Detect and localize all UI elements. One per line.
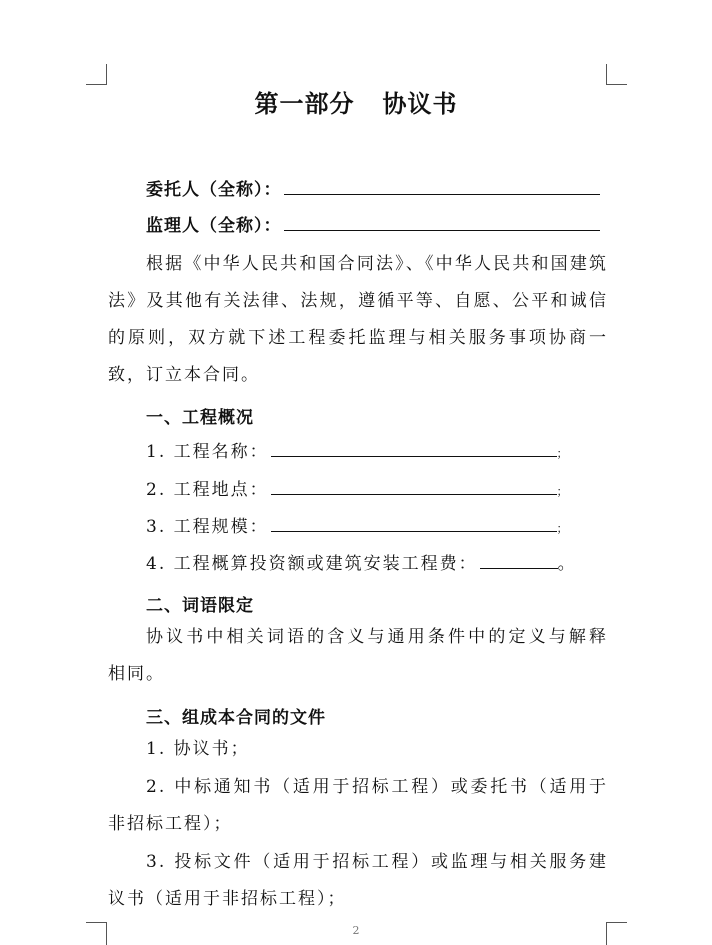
contract-doc-item-3-line-1: 3. 投标文件（适用于招标工程）或监理与相关服务建 (146, 852, 608, 872)
client-line (146, 176, 608, 202)
contract-doc-item-2-line-2: 非招标工程）； (108, 814, 233, 834)
project-location-blank (271, 476, 557, 495)
terms-line-2: 相同。 (108, 664, 165, 684)
contract-doc-item-3-line-2: 议书（适用于非招标工程）； (108, 889, 347, 909)
project-investment-blank (480, 550, 558, 569)
section-two-heading: 二、词语限定 (146, 596, 254, 616)
project-location-item (146, 476, 608, 504)
contract-doc-item-1: 1. 协议书； (146, 739, 250, 759)
project-scale-blank (271, 513, 557, 532)
crop-mark-top-left (86, 64, 107, 85)
project-scale-end: ； (556, 522, 568, 535)
crop-mark-top-right (606, 64, 627, 85)
client-label: 委托人（全称）： (146, 180, 282, 200)
project-name-blank (271, 438, 557, 457)
intro-line-2: 法》及其他有关法律、法规，遵循平等、自愿、公平和诚信 (108, 291, 608, 311)
project-investment-item (146, 550, 608, 576)
intro-line-1: 根据《中华人民共和国合同法》、《中华人民共和国建筑 (146, 254, 608, 274)
project-name-label: 1. 工程名称： (146, 442, 269, 462)
project-scale-label: 3. 工程规模： (146, 517, 269, 537)
project-location-end: ； (556, 485, 568, 498)
project-investment-label: 4. 工程概算投资额或建筑安装工程费： (146, 554, 478, 574)
contract-doc-item-2-line-1: 2. 中标通知书（适用于招标工程）或委托书（适用于 (146, 777, 608, 797)
section-one-heading: 一、工程概况 (146, 408, 254, 428)
title-part-two: 协议书 (382, 89, 458, 118)
page-title (0, 84, 712, 119)
project-name-item (146, 438, 608, 466)
intro-line-3: 的原则，双方就下述工程委托监理与相关服务事项协商一 (108, 328, 608, 348)
project-investment-end: 。 (557, 554, 577, 574)
terms-line-1: 协议书中相关词语的含义与通用条件中的定义与解释 (146, 627, 608, 647)
title-part-one: 第一部分 (254, 89, 355, 118)
section-three-heading: 三、组成本合同的文件 (146, 708, 326, 728)
supervisor-label: 监理人（全称）： (146, 216, 282, 236)
project-location-label: 2. 工程地点： (146, 480, 269, 500)
project-name-end: ； (556, 447, 568, 460)
intro-line-4: 致，订立本合同。 (108, 365, 260, 385)
client-blank (284, 176, 600, 195)
page-number: 2 (352, 924, 360, 937)
project-scale-item (146, 513, 608, 541)
supervisor-line (146, 212, 608, 238)
supervisor-blank (284, 212, 600, 231)
